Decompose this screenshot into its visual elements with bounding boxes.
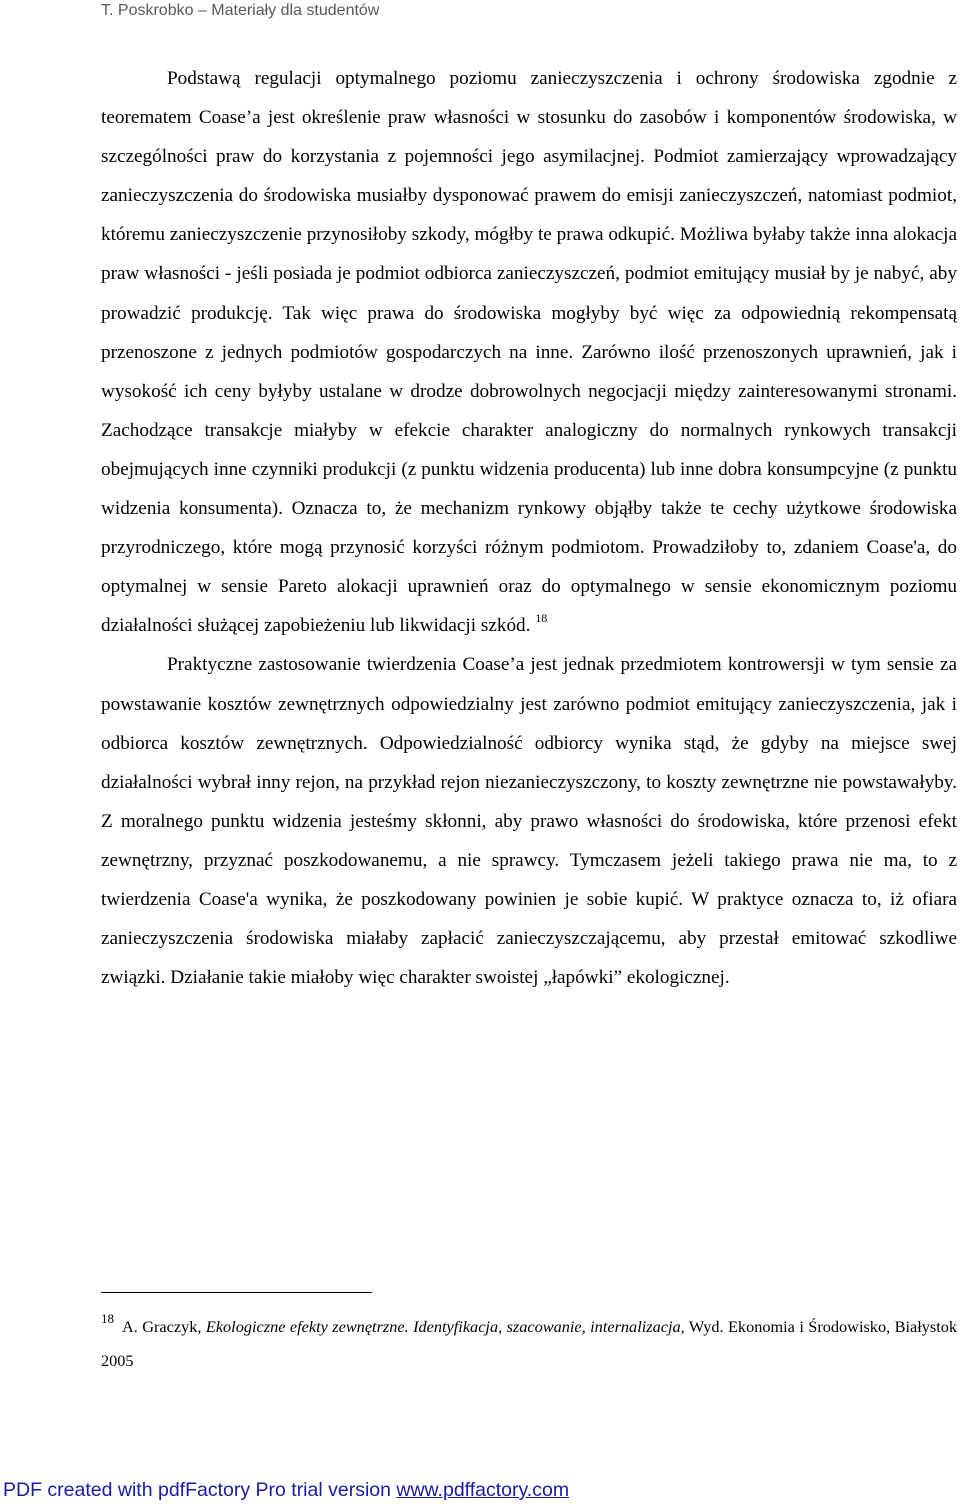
pdffactory-link[interactable]: www.pdffactory.com <box>396 1479 570 1501</box>
pdf-generator-footer <box>3 1477 569 1504</box>
paragraph-coase-practical-application: Praktyczne zastosowanie twierdzenia Coase’a jest jednak przedmiotem kontrowersji w tym sensie za powstawanie kosztów zewnętrznych odpowiedzialny jest zarówno podmiot emitujący zanieczyszczenia, jak i odbiorca kosztów zewnętrznych. Odpowiedzialność odbiorcy wynika stąd, że gdyby na miejsce swej działalności wybrał inny rejon, na przykład rejon niezanieczyszczony, to koszty zewnętrzne nie powstawałyby. Z moralnego punktu widzenia jesteśmy skłonni, aby prawo własności do środowiska, które przenosi efekt zewnętrzny, przyznać poszkodowanemu, a nie sprawcy. Tymczasem jeżeli takiego prawa nie ma, to z twierdzenia Coase'a wynika, że poszkodowany powinien je sobie kupić. W praktyce oznacza to, iż ofiara zanieczyszczenia środowiska miałaby zapłacić zanieczyszczającemu, aby przestał emitować szkodliwe związki. Działanie takie miałoby więc charakter swoistej „łapówki” ekologicznej. <box>101 654 957 989</box>
paragraph-coase-property-rights <box>101 59 957 645</box>
footnote-publisher: Wyd. Ekonomia i Środowisko, Białystok 2005 <box>101 1317 957 1370</box>
paragraph-1-text: Podstawą regulacji optymalnego poziomu zanieczyszczenia i ochrony środowiska zgodnie z teorematem Coase’a jest określenie praw własności w stosunku do zasobów i komponentów środowiska, w szczególności praw do korzystania z pojemności jego asymilacjnej. Podmiot zamierzający wprowadzający zanieczyszczenia do środowiska musiałby dysponować prawem do emisji zanieczyszczeń, natomiast podmiot, któremu zanieczyszczenie przynosiłoby szkody, mógłby te prawa odkupić. Możliwa byłaby także inna alokacja praw własności - jeśli posiada je podmiot odbiorca zanieczyszczeń, podmiot emitujący musiał by je nabyć, aby prowadzić produkcję. Tak więc prawa do środowiska mogłyby być więc za odpowiednią rekompensatą przenoszone z jednych podmiotów gospodarczych na inne. Zarówno ilość przenoszonych uprawnień, jak i wysokość ich ceny byłyby ustalane w drodze dobrowolnych negocjacji między zainteresowanymi stronami. Zachodzące transakcje miałyby w efekcie charakter analogiczny do normalnych rynkowych transakcji obejmujących inne czynniki produkcji (z punktu widzenia producenta) lub inne dobra konsumpcyjne (z punktu widzenia konsumenta). Oznacza to, że mechanizm rynkowy objąłby także te cechy użytkowe środowiska przyrodniczego, które mogą przynosić korzyści różnym podmiotom. Prowadziłoby to, zdaniem Coase'a, do optymalnej w sensie Pareto alokacji uprawnień oraz do optymalnego w sensie ekonomicznym poziomu działalności służącej zapobieżeniu lub likwidacji szkód. <box>101 68 957 637</box>
footnote <box>101 1310 957 1378</box>
footnote-reference[interactable]: 18 <box>535 611 548 626</box>
running-header: T. Poskrobko – Materiały dla studentów <box>101 2 380 19</box>
footnote-separator <box>101 1292 372 1293</box>
footer-text: PDF created with pdfFactory Pro trial version <box>3 1479 397 1501</box>
footnote-number: 18 <box>101 1311 114 1326</box>
footnote-author: A. Graczyk, <box>121 1317 202 1336</box>
footnote-title: Ekologiczne efekty zewnętrzne. Identyfikacja, szacowanie, internalizacja, <box>205 1317 685 1336</box>
main-body-text <box>101 59 957 997</box>
